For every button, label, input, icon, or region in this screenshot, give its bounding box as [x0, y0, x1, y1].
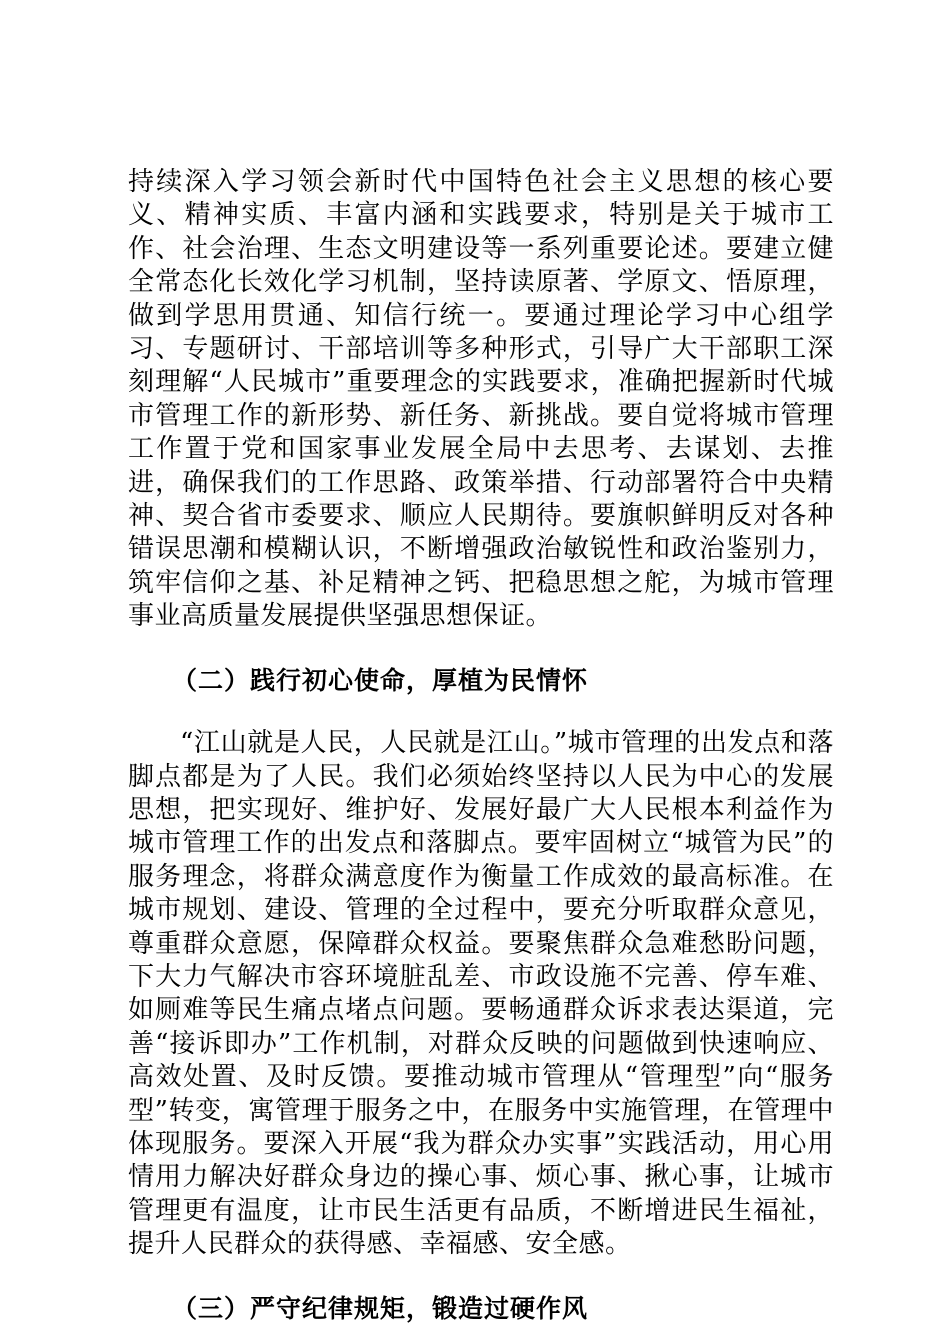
section-heading: （三）严守纪律规矩，锻造过硬作风: [172, 1293, 589, 1323]
body-paragraph: 持续深入学习领会新时代中国特色社会主义思想的核心要义、精神实质、丰富内涵和实践要求，特别是关于城市工作、社会治理、生态文明建设等一系列重要论述。要建立健全常态化长效化学习机制，坚持读原著、学原文、悟原理，做到学思用贯通、知信行统一。要通过理论学习中心组学习、专题研讨、干部培训等多种形式，引导广大干部职工深刻理解“人民城市”重要理念的实践要求，准确把握新时代城市管理工作的新形势、新任务、新挑战。要自觉将城市管理工作置于党和国家事业发展全局中去思考、去谋划、去推进，确保我们的工作思路、政策举措、行动部署符合中央精神、契合省市委要求、顺应人民期待。要旗帜鲜明反对各种错误思潮和模糊认识，不断增强政治敏锐性和政治鉴别力，筑牢信仰之基、补足精神之钙、把稳思想之舵，为城市管理事业高质量发展提供坚强思想保证。: [128, 167, 834, 632]
section-heading: （二）践行初心使命，厚植为民情怀: [172, 665, 589, 695]
body-paragraph: “江山就是人民，人民就是江山。”城市管理的出发点和落脚点都是为了人民。我们必须始终坚持以人民为中心的发展思想，把实现好、维护好、发展好最广大人民根本利益作为城市管理工作的出发点和落脚点。要牢固树立“城管为民”的服务理念，将群众满意度作为衡量工作成效的最高标准。在城市规划、建设、管理的全过程中，要充分听取群众意见，尊重群众意愿，保障群众权益。要聚焦群众急难愁盼问题，下大力气解决市容环境脏乱差、市政设施不完善、停车难、如厕难等民生痛点堵点问题。要畅通群众诉求表达渠道，完善“接诉即办”工作机制，对群众反映的问题做到快速响应、高效处置、及时反馈。要推动城市管理从“管理型”向“服务型”转变，寓管理于服务之中，在服务中实施管理，在管理中体现服务。要深入开展“我为群众办实事”实践活动，用心用情用力解决好群众身边的操心事、烦心事、揪心事，让城市管理更有温度，让市民生活更有品质，不断增进民生福祉，提升人民群众的获得感、幸福感、安全感。: [128, 728, 834, 1260]
document-body: [128, 166, 834, 1325]
